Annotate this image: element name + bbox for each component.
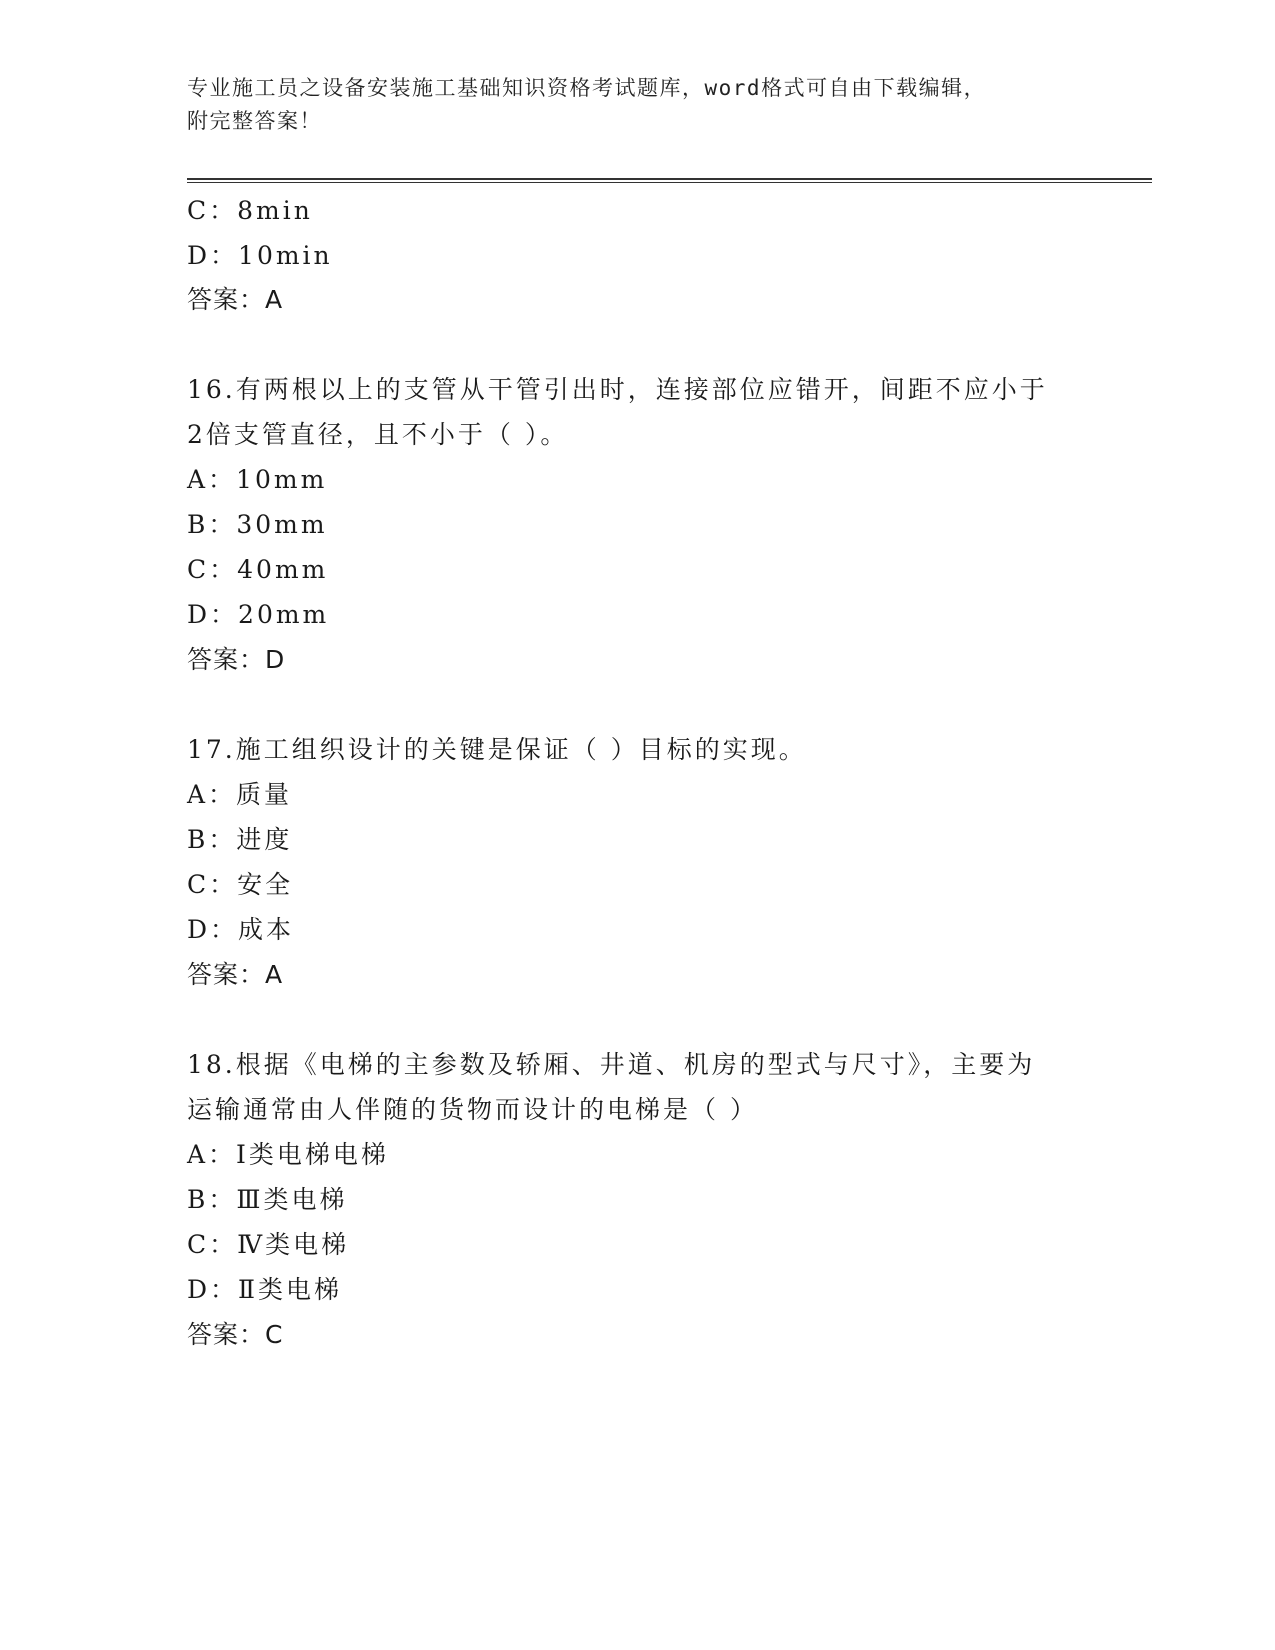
q17-option-a: A：质量 — [187, 780, 293, 809]
q18-stem-line-2: 运输通常由人伴随的货物而设计的电梯是（ ） — [187, 1095, 758, 1124]
q16-option-b: B：30mm — [187, 510, 328, 539]
header-line-1: 专业施工员之设备安装施工基础知识资格考试题库，word格式可自由下载编辑， — [187, 76, 987, 100]
q15-option-d: D：10min — [187, 241, 333, 270]
q15-option-c: C：8min — [187, 196, 313, 225]
q18-stem-line-1: 18.根据《电梯的主参数及轿厢、井道、机房的型式与尺寸》，主要为 — [187, 1050, 1036, 1079]
q16-option-c: C：40mm — [187, 555, 329, 584]
document-header — [187, 72, 1067, 138]
q17-option-b: B：进度 — [187, 825, 293, 854]
q16-option-d: D：20mm — [187, 600, 330, 629]
q18-option-d: D：Ⅱ类电梯 — [187, 1275, 343, 1304]
q17-option-c: C：安全 — [187, 870, 294, 899]
q18-option-b: B：Ⅲ类电梯 — [187, 1185, 348, 1214]
q18-option-c: C：Ⅳ类电梯 — [187, 1230, 350, 1259]
q17-option-d: D：成本 — [187, 915, 295, 944]
header-line-2: 附完整答案！ — [187, 109, 322, 133]
header-divider-thick — [187, 178, 1152, 180]
q16-stem-line-1: 16.有两根以上的支管从干管引出时，连接部位应错开，间距不应小于 — [187, 375, 1048, 404]
q16-answer: 答案：D — [187, 645, 286, 674]
q18-option-a: A：Ⅰ类电梯电梯 — [187, 1140, 389, 1169]
q17-stem: 17.施工组织设计的关键是保证（ ）目标的实现。 — [187, 735, 807, 764]
q18-answer: 答案：C — [187, 1320, 284, 1349]
q16-stem-line-2: 2倍支管直径，且不小于（ ）。 — [187, 420, 569, 449]
q17-answer: 答案：A — [187, 960, 284, 989]
header-divider-thin — [187, 182, 1152, 183]
q16-option-a: A：10mm — [187, 465, 328, 494]
q15-answer: 答案：A — [187, 285, 284, 314]
